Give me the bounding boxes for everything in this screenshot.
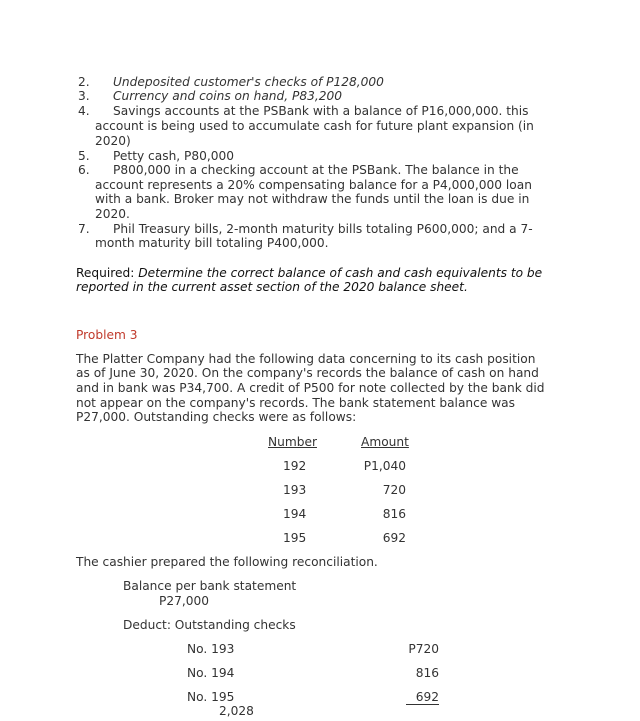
balance-value: P27,000 <box>159 594 209 608</box>
check-number: 193 <box>283 483 307 497</box>
deduct-check-amount: 692 <box>406 690 439 705</box>
deduct-check-amount: P720 <box>408 642 439 656</box>
list-item-text: P800,000 in a checking account at the PSBank. The balance in the <box>113 163 519 177</box>
column-header-number: Number <box>268 435 317 449</box>
problem-heading: Problem 3 <box>76 328 138 342</box>
paragraph-line: not appear on the company's records. The bank statement balance was <box>76 396 515 410</box>
check-number: 195 <box>283 531 307 545</box>
list-item-text: Petty cash, P80,000 <box>113 149 235 163</box>
list-number: 3. <box>78 89 90 103</box>
list-item-text: 2020. <box>95 207 130 221</box>
list-number: 7. <box>78 222 90 236</box>
required-question-line2: reported in the current asset section of the 2020 balance sheet. <box>76 280 468 294</box>
check-number: 194 <box>283 507 307 521</box>
deduct-check-label: No. 194 <box>187 666 235 680</box>
reconciliation-intro: The cashier prepared the following reconciliation. <box>76 555 378 569</box>
list-item-text: 2020) <box>95 134 131 148</box>
deduct-check-label: No. 195 <box>187 690 235 704</box>
list-item-text: month maturity bill totaling P400,000. <box>95 236 329 250</box>
deduct-check-amount: 816 <box>415 666 439 680</box>
check-amount: 816 <box>382 507 406 521</box>
list-number: 4. <box>78 104 90 118</box>
paragraph-line: P27,000. Outstanding checks were as follows: <box>76 410 357 424</box>
check-amount: 720 <box>382 483 406 497</box>
list-number: 2. <box>78 75 90 89</box>
required-text <box>76 266 542 281</box>
list-item-text: Currency and coins on hand, P83,200 <box>113 89 343 103</box>
list-item-text: Savings accounts at the PSBank with a balance of P16,000,000. this <box>113 104 529 118</box>
deduct-check-label: No. 193 <box>187 642 235 656</box>
deduct-total: 2,028 <box>219 704 254 718</box>
list-item-text: Undeposited customer's checks of P128,000 <box>113 75 384 89</box>
balance-label: Balance per bank statement <box>123 579 297 593</box>
required-question-line1: Determine the correct balance of cash and cash equivalents to be <box>138 266 543 280</box>
check-number: 192 <box>283 459 307 473</box>
deduct-label: Deduct: Outstanding checks <box>123 618 296 632</box>
list-number: 5. <box>78 149 90 163</box>
list-item-text: with a bank. Broker may not withdraw the funds until the loan is due in <box>95 192 530 206</box>
paragraph-line: and in bank was P34,700. A credit of P500 for note collected by the bank did <box>76 381 545 395</box>
check-amount: P1,040 <box>363 459 406 473</box>
paragraph-line: as of June 30, 2020. On the company's records the balance of cash on hand <box>76 366 539 380</box>
column-header-amount: Amount <box>361 435 409 449</box>
list-number: 6. <box>78 163 90 177</box>
paragraph-line: The Platter Company had the following data concerning to its cash position <box>76 352 536 366</box>
list-item-text: account represents a 20% compensating balance for a P4,000,000 loan <box>95 178 532 192</box>
required-label: Required: <box>76 266 135 280</box>
check-amount: 692 <box>382 531 406 545</box>
list-item-text: account is being used to accumulate cash for future plant expansion (in <box>95 119 534 133</box>
list-item-text: Phil Treasury bills, 2-month maturity bills totaling P600,000; and a 7- <box>113 222 533 236</box>
